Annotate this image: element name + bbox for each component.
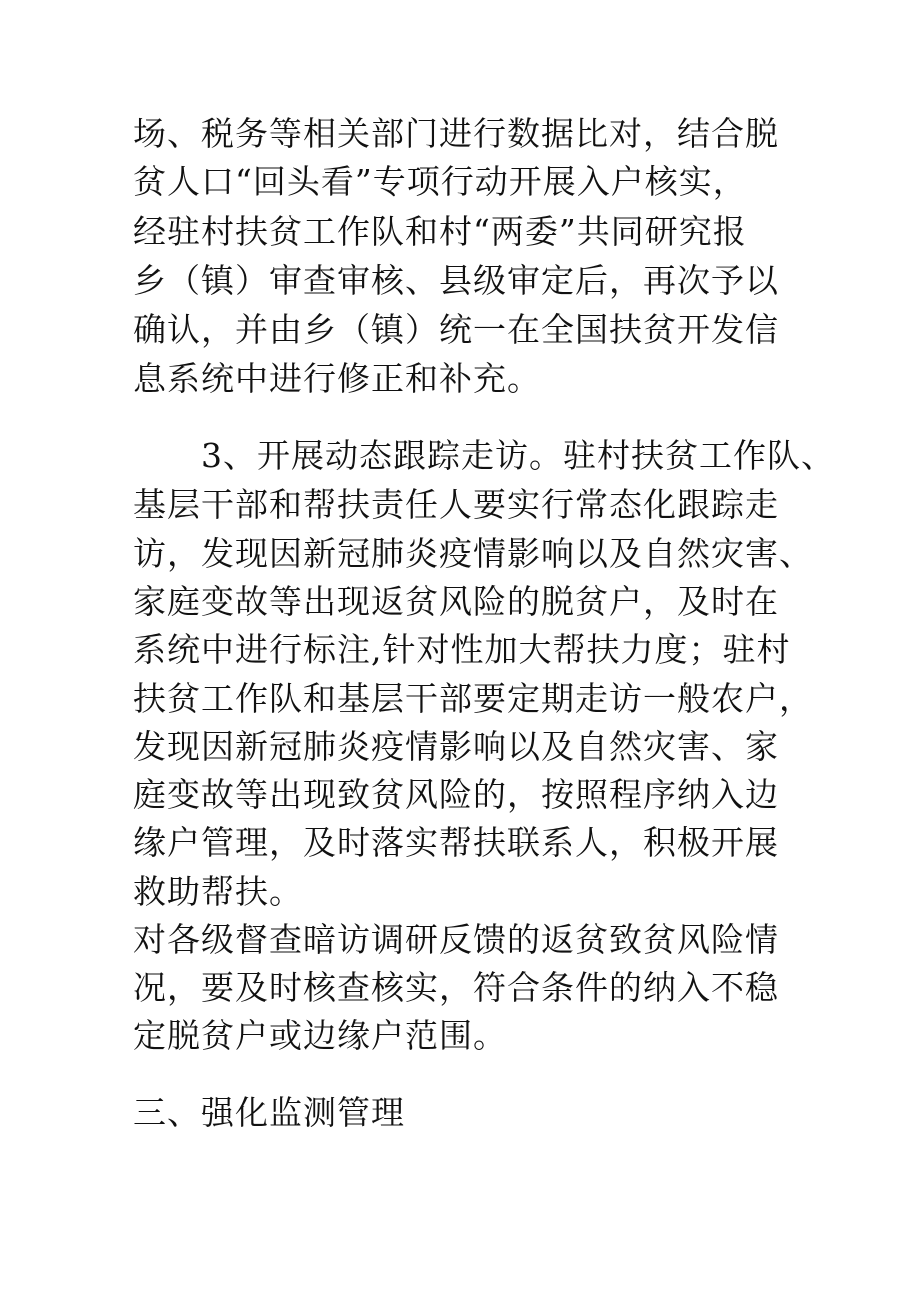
paragraph-1-line-6: 息系统中进行修正和补充。 <box>133 359 541 398</box>
paragraph-2-line-8: 庭变故等出现致贫风险的，按照程序纳入边 <box>133 775 779 814</box>
paragraph-2-line-9: 缘户管理，及时落实帮扶联系人，积极开展 <box>133 823 779 862</box>
paragraph-2-line-2: 基层干部和帮扶责任人要实行常态化跟踪走 <box>133 485 779 524</box>
paragraph-1-line-5: 确认，并由乡（镇）统一在全国扶贫开发信 <box>133 310 779 349</box>
paragraph-2-line-3: 访，发现因新冠肺炎疫情影响以及自然灾害、 <box>133 534 813 573</box>
section-heading: 三、强化监测管理 <box>133 1093 405 1132</box>
paragraph-3-line-1: 对各级督查暗访调研反馈的返贫致贫风险情 <box>133 920 779 959</box>
paragraph-3-line-2: 况，要及时核查核实，符合条件的纳入不稳 <box>133 968 779 1007</box>
paragraph-2-line-1: 3、开展动态跟踪走访。驻村扶贫工作队、 <box>133 436 835 475</box>
paragraph-2-line-5: 系统中进行标注,针对性加大帮扶力度；驻村 <box>133 630 791 669</box>
paragraph-1-line-1: 场、税务等相关部门进行数据比对，结合脱 <box>133 114 779 153</box>
paragraph-1-line-2: 贫人口“回头看”专项行动开展入户核实， <box>133 162 747 201</box>
paragraph-2-line-4: 家庭变故等出现返贫风险的脱贫户，及时在 <box>133 582 779 621</box>
paragraph-1-line-3: 经驻村扶贫工作队和村“两委”共同研究报 <box>133 212 747 251</box>
paragraph-2-line-7: 发现因新冠肺炎疫情影响以及自然灾害、家 <box>133 727 779 766</box>
paragraph-1-line-4: 乡（镇）审查审核、县级审定后，再次予以 <box>133 261 779 300</box>
paragraph-2-line-10: 救助帮扶。 <box>133 872 303 911</box>
paragraph-3-line-3: 定脱贫户或边缘户范围。 <box>133 1016 507 1055</box>
paragraph-2-line-6: 扶贫工作队和基层干部要定期走访一般农户， <box>133 679 813 718</box>
